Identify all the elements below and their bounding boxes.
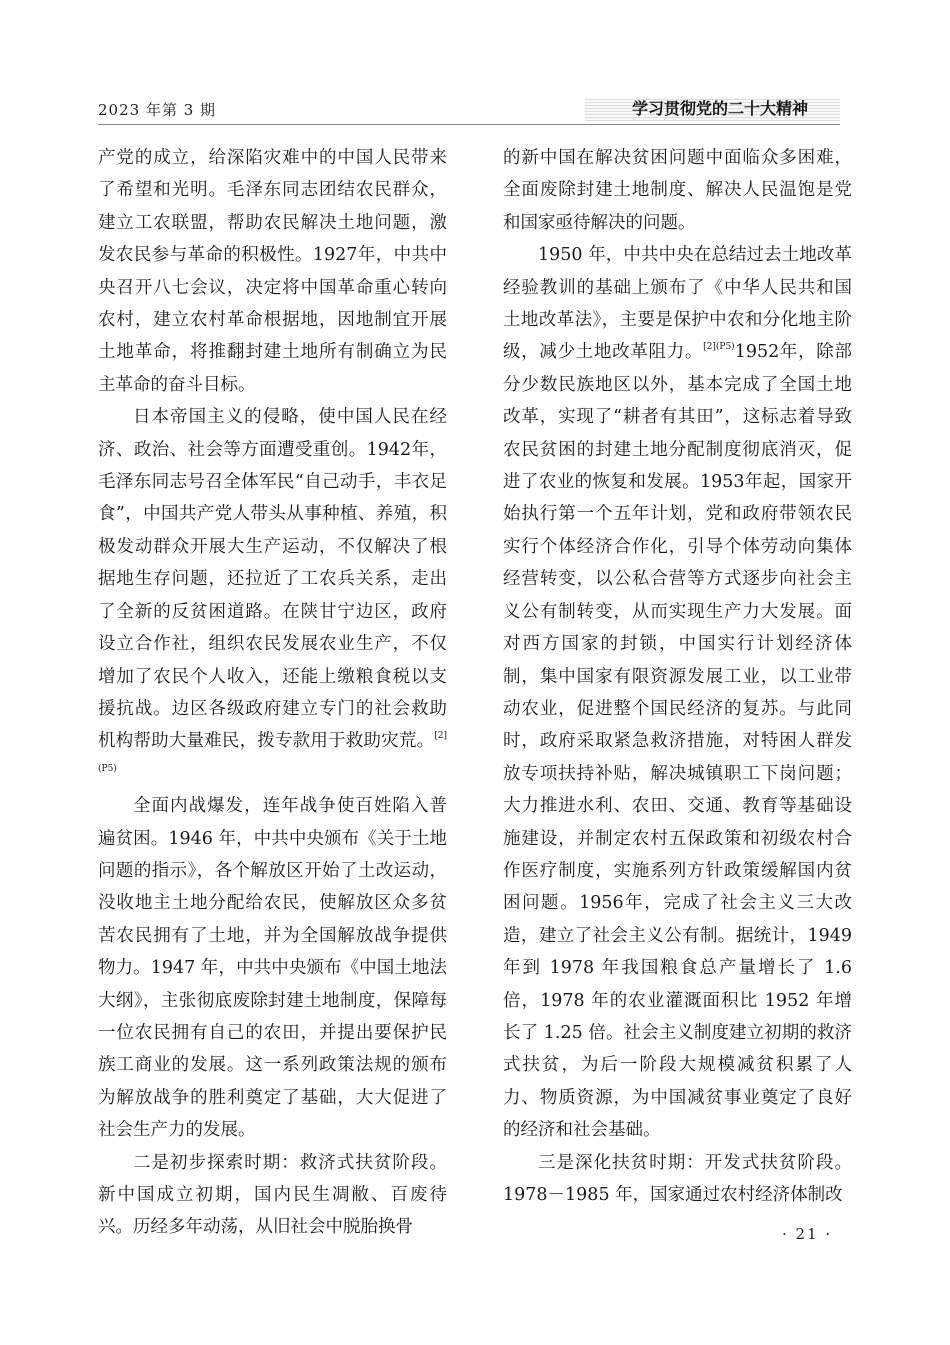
citation: [2](P5) <box>98 731 447 774</box>
paragraph: 1950 年，中共中央在总结过去土地改革经验教训的基础上颁布了《中华人民共和国土地改革法》，主要是保护中农和分化地主阶级，减少土地改革阻力。$^{[2](P5)}$1952年，除部分少数民族地区以外，基本完成了全国土地改革，实现了“耕者有其田”，这标志着导致农民贫困的封建土地分配制度彻底消灭，促进了农业的恢复和发展。1953年起，国家开始执行第一个五年计划，党和政府带领农民实行个体经济合作化，引导个体劳动向集体经营转变，以公私合营等方式逐步向社会主义公有制转变，从而实现生产力大发展。面对西方国家的封锁，中国实行计划经济体制，集中国家有限资源发展工业，以工业带动农业，促进整个国民经济的复苏。与此同时，政府采取紧急救济措施，对特困人群发放专项扶持补贴，解决城镇职工下岗问题；大力推进水利、农田、交通、教育等基础设施建设，并制定农村五保政策和初级农村合作医疗制度，实施系列方针政策缓解国内贫困问题。1956年，完成了社会主义三大改造，建立了社会主义公有制。据统计，1949 年到 1978 年我国粮食总产量增长了 1.6 倍，1978 年的农业灌溉面积比 1952 年增长了 1.25 倍。社会主义制度建立初期的救济式扶贫，为后一阶段大规模减贫积累了人力、物质资源，为中国减贫事业奠定了良好的经济和社会基础。 <box>503 245 852 1141</box>
journal-issue: 2023 年第 3 期 <box>98 101 217 119</box>
paragraph: 的新中国在解决贫困问题中面临众多困难，全面废除封建土地制度、解决人民温饱是党和国家亟待解决的问题。 <box>503 148 852 233</box>
citation: [2](P5) <box>703 342 735 353</box>
paragraph: 三是深化扶贫时期：开发式扶贫阶段。1978－1985 年，国家通过农村经济体制改 <box>503 1152 852 1205</box>
paragraph: 全面内战爆发，连年战争使百姓陷入普遍贫困。1946 年，中共中央颁布《关于土地问题的指示》，各个解放区开始了土改运动，没收地主土地分配给农民，使解放区众多贫苦农民拥有了土地，并为全国解放战争提供物力。1947 年，中共中央颁布《中国土地法大纲》，主张彻底废除封建土地制度，保障每一位农民拥有自己的农田，并提出要保护民族工商业的发展。这一系列政策法规的颁布为解放战争的胜利奠定了基础，大大促进了社会生产力的发展。 <box>98 796 447 1141</box>
right-column <box>503 142 852 1211</box>
paragraph: 产党的成立，给深陷灾难中的中国人民带来了希望和光明。毛泽东同志团结农民群众，建立工农联盟，帮助农民解决土地问题，激发农民参与革命的积极性。1927年，中共中央召开八七会议，决定将中国革命重心转向农村，建立农村革命根据地，因地制宜开展土地革命，将推翻封建土地所有制确立为民主革命的奋斗目标。 <box>98 148 447 395</box>
page-number: · 21 · <box>782 1225 833 1243</box>
paragraph: 日本帝国主义的侵略，使中国人民在经济、政治、社会等方面遭受重创。1942年，毛泽东同志号召全体军民“自己动手，丰衣足食”，中国共产党人带头从事种植、养殖，积极发动群众开展大生产运动，不仅解决了根据地生存问题，还拉近了工农兵关系，走出了全新的反贫困道路。在陕甘宁边区，政府设立合作社，组织农民发展农业生产，不仅增加了农民个人收入，还能上缴粮食税以支援抗战。边区各级政府建立专门的社会救助机构帮助大量难民，拨专款用于救助灾荒。$^{[2](P5)}$ <box>98 407 447 774</box>
paragraph: 二是初步探索时期：救济式扶贫阶段。新中国成立初期，国内民生凋敝、百废待兴。历经多年动荡，从旧社会中脱胎换骨 <box>98 1152 447 1238</box>
header-rule <box>98 124 840 125</box>
section-banner: 学习贯彻党的二十大精神 <box>585 97 840 121</box>
left-column <box>98 142 447 1244</box>
